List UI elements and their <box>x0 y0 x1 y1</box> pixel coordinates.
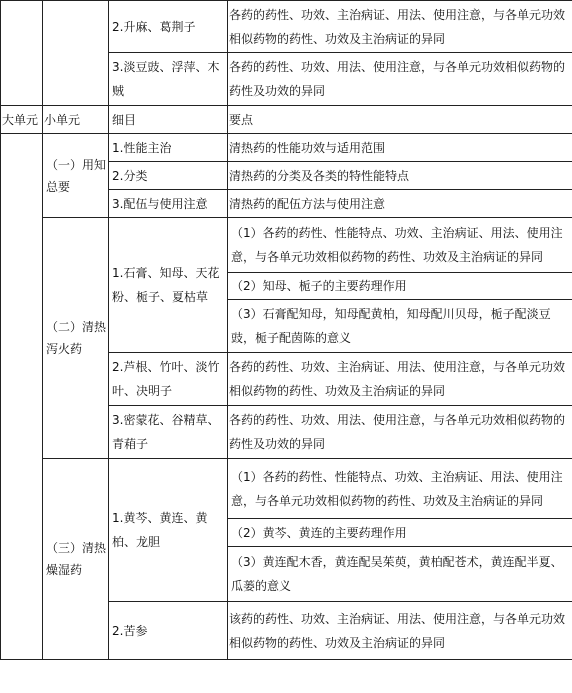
table-row <box>1 459 572 519</box>
point-cell: 清热药的性能功效与适用范围 <box>228 134 572 162</box>
subunit-cell: （三）清热燥湿药 <box>43 459 109 660</box>
point-cell: （3）黄连配木香，黄连配吴茱萸，黄柏配苍术，黄连配半夏、瓜蒌的意义 <box>228 547 572 602</box>
item-cell: 2.芦根、竹叶、淡竹叶、决明子 <box>109 353 228 406</box>
header-subunit: 小单元 <box>43 106 109 134</box>
point-cell: 清热药的分类及各类的特性能特点 <box>228 162 572 190</box>
point-cell: （2）知母、栀子的主要药理作用 <box>228 273 572 300</box>
table-row <box>1 1 572 53</box>
point-cell: （3）石膏配知母，知母配黄柏，知母配川贝母，栀子配淡豆豉，栀子配茵陈的意义 <box>228 300 572 353</box>
point-cell: 各药的药性、功效、用法、使用注意，与各单元功效相似药物的药性及功效的异同 <box>228 406 572 459</box>
point-cell: （1）各药的药性、性能特点、功效、主治病证、用法、使用注意，与各单元功效相似药物的药性、功效及主治病证的异同 <box>228 218 572 273</box>
table-row <box>1 218 572 273</box>
item-cell: 3.密蒙花、谷精草、青葙子 <box>109 406 228 459</box>
subunit-cell: （二）清热泻火药 <box>43 218 109 459</box>
point-cell: 清热药的配伍方法与使用注意 <box>228 190 572 218</box>
unit-cell <box>1 134 43 660</box>
header-row <box>1 106 572 134</box>
point-cell: 各药的药性、功效、主治病证、用法、使用注意，与各单元功效相似药物的药性、功效及主治病证的异同 <box>228 1 572 53</box>
item-cell: 3.配伍与使用注意 <box>109 190 228 218</box>
unit-cell-continued <box>1 1 43 106</box>
subunit-cell-continued <box>43 1 109 106</box>
table-row <box>1 134 572 162</box>
item-cell: 1.性能主治 <box>109 134 228 162</box>
point-cell: 各药的药性、功效、主治病证、用法、使用注意，与各单元功效相似药物的药性、功效及主治病证的异同 <box>228 353 572 406</box>
header-unit: 大单元 <box>1 106 43 134</box>
point-cell: 各药的药性、功效、用法、使用注意，与各单元功效相似药物的药性及功效的异同 <box>228 53 572 106</box>
point-cell: 该药的药性、功效、主治病证、用法、使用注意，与各单元功效相似药物的药性、功效及主治病证的异同 <box>228 602 572 660</box>
point-cell: （2）黄芩、黄连的主要药理作用 <box>228 519 572 547</box>
item-cell: 2.升麻、葛荆子 <box>109 1 228 53</box>
item-cell: 2.苦参 <box>109 602 228 660</box>
item-cell: 1.黄芩、黄连、黄柏、龙胆 <box>109 459 228 602</box>
header-item: 细目 <box>109 106 228 134</box>
item-cell: 1.石膏、知母、天花粉、栀子、夏枯草 <box>109 218 228 353</box>
point-cell: （1）各药的药性、性能特点、功效、主治病证、用法、使用注意，与各单元功效相似药物的药性、功效及主治病证的异同 <box>228 459 572 519</box>
subunit-cell: （一）用知总要 <box>43 134 109 218</box>
header-point: 要点 <box>228 106 572 134</box>
item-cell: 3.淡豆豉、浮萍、木贼 <box>109 53 228 106</box>
item-cell: 2.分类 <box>109 162 228 190</box>
